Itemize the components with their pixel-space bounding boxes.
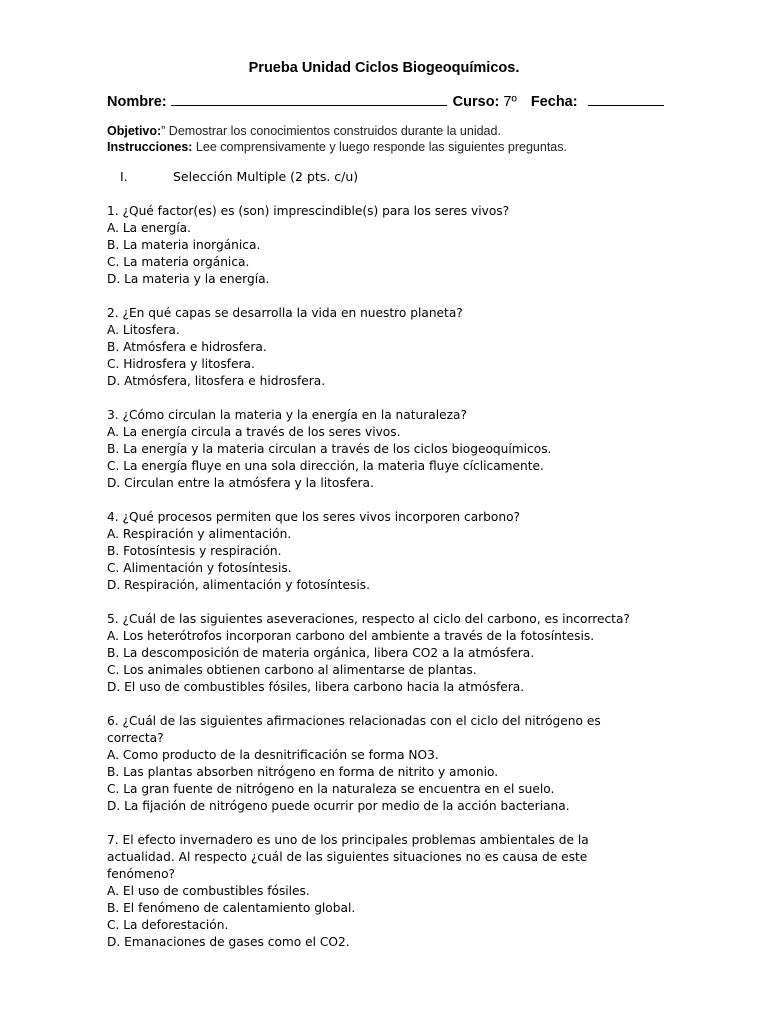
option-b: B. La energía y la materia circulan a través de los ciclos biogeoquímicos.: [107, 442, 552, 456]
instrucciones-label: Instrucciones:: [107, 140, 193, 154]
option-b: B. Fotosíntesis y respiración.: [107, 544, 282, 558]
option-c: C. La energía fluye en una sola dirección, la materia fluye cíclicamente.: [107, 459, 544, 473]
objetivo-text: ” Demostrar los conocimientos construidos durante la unidad.: [161, 124, 501, 138]
option-c: C. La materia orgánica.: [107, 255, 250, 269]
question-stem: 3. ¿Cómo circulan la materia y la energía en la naturaleza?: [107, 408, 467, 422]
option-a: A. La energía circula a través de los seres vivos.: [107, 425, 401, 439]
option-a: A. Respiración y alimentación.: [107, 527, 292, 541]
option-a: A. La energía.: [107, 221, 191, 235]
section-title: Selección Multiple (2 pts. c/u): [173, 169, 359, 184]
student-info-row: [107, 92, 667, 110]
option-a: A. El uso de combustibles fósiles.: [107, 884, 310, 898]
option-c: C. Hidrosfera y litosfera.: [107, 357, 255, 371]
question-3: [107, 407, 647, 492]
section-heading: [120, 169, 358, 184]
option-d: D. Atmósfera, litosfera e hidrosfera.: [107, 374, 326, 388]
question-7: [107, 832, 647, 951]
nombre-blank[interactable]: [171, 92, 447, 106]
option-a: A. Los heterótrofos incorporan carbono del ambiente a través de la fotosíntesis.: [107, 629, 595, 643]
question-stem: 4. ¿Qué procesos permiten que los seres vivos incorporen carbono?: [107, 510, 521, 524]
option-b: B. El fenómeno de calentamiento global.: [107, 901, 356, 915]
question-6: [107, 713, 647, 815]
option-c: C. Los animales obtienen carbono al alimentarse de plantas.: [107, 663, 477, 677]
question-stem: 6. ¿Cuál de las siguientes afirmaciones relacionadas con el ciclo del nitrógeno es correcta?: [107, 714, 601, 745]
option-d: D. La fijación de nitrógeno puede ocurrir por medio de la acción bacteriana.: [107, 799, 570, 813]
option-c: C. La gran fuente de nitrógeno en la naturaleza se encuentra en el suelo.: [107, 782, 555, 796]
curso-label: Curso:: [452, 94, 500, 110]
question-list: [107, 203, 647, 968]
fecha-label: Fecha:: [530, 94, 578, 110]
option-d: D. Circulan entre la atmósfera y la litosfera.: [107, 476, 374, 490]
option-b: B. Atmósfera e hidrosfera.: [107, 340, 267, 354]
question-stem: 2. ¿En qué capas se desarrolla la vida en nuestro planeta?: [107, 306, 463, 320]
option-d: D. Respiración, alimentación y fotosíntesis.: [107, 578, 371, 592]
question-1: [107, 203, 647, 288]
instrucciones-line: [107, 139, 687, 155]
section-number: I.: [120, 169, 128, 184]
objetivo-label: Objetivo:: [107, 124, 162, 138]
option-b: B. Las plantas absorben nitrógeno en forma de nitrito y amonio.: [107, 765, 499, 779]
option-a: A. Como producto de la desnitrificación se forma NO3.: [107, 748, 439, 762]
option-d: D. El uso de combustibles fósiles, libera carbono hacia la atmósfera.: [107, 680, 525, 694]
question-stem: 7. El efecto invernadero es uno de los principales problemas ambientales de la actualidad. Al respecto ¿cuál de las siguientes situaciones no es causa de este fenómeno?: [107, 833, 589, 881]
option-a: A. Litosfera.: [107, 323, 180, 337]
option-d: D. Emanaciones de gases como el CO2.: [107, 935, 350, 949]
question-5: [107, 611, 647, 696]
question-2: [107, 305, 647, 390]
question-stem: 1. ¿Qué factor(es) es (son) imprescindible(s) para los seres vivos?: [107, 204, 510, 218]
option-c: C. La deforestación.: [107, 918, 229, 932]
curso-value: 7º: [503, 94, 517, 110]
nombre-label: Nombre:: [107, 94, 167, 110]
question-stem: 5. ¿Cuál de las siguientes aseveraciones, respecto al ciclo del carbono, es incorrecta?: [107, 612, 630, 626]
instrucciones-text: Lee comprensivamente y luego responde las siguientes preguntas.: [195, 140, 567, 154]
option-c: C. Alimentación y fotosíntesis.: [107, 561, 292, 575]
exam-title: Prueba Unidad Ciclos Biogeoquímicos.: [248, 60, 520, 76]
option-b: B. La descomposición de materia orgánica, libera CO2 a la atmósfera.: [107, 646, 535, 660]
option-d: D. La materia y la energía.: [107, 272, 270, 286]
fecha-blank[interactable]: [588, 92, 664, 106]
objetivo-line: [107, 123, 687, 139]
question-4: [107, 509, 647, 594]
option-b: B. La materia inorgánica.: [107, 238, 261, 252]
